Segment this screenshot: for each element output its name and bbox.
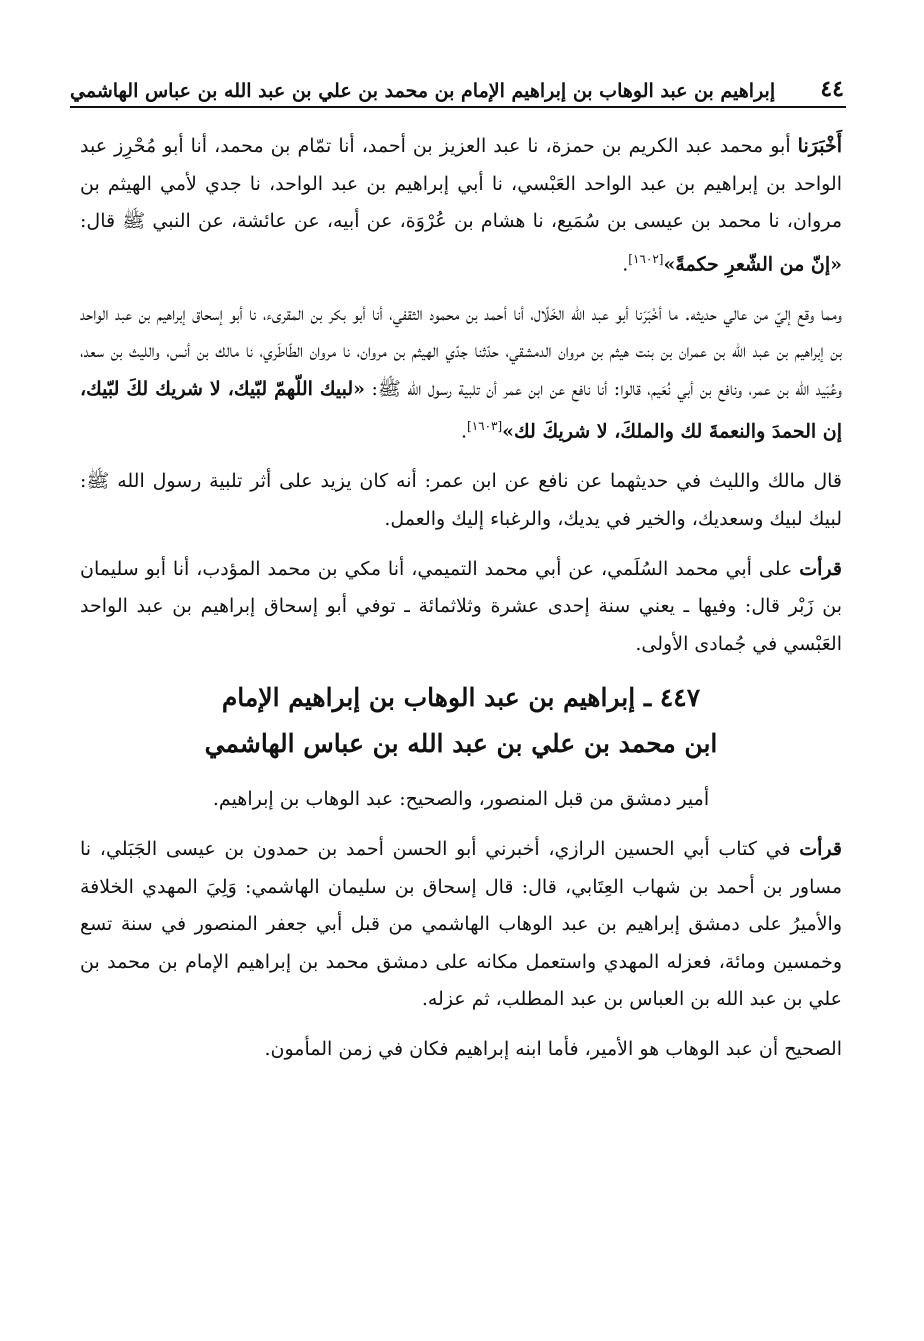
header-rule — [70, 106, 846, 108]
paragraph-3 — [80, 463, 842, 538]
paragraph-5 — [80, 781, 842, 819]
paragraph-7 — [80, 1031, 842, 1069]
hadith-quote: «لبيك اللّهمّ لبّيك، لا شريك لكَ لبّيك، إن الحمدَ والنعمةَ لك والملكَ، لا شريكَ لك» — [80, 377, 842, 443]
paragraph-text: أبو محمد عبد الكريم بن حمزة، نا عبد العزيز بن أحمد، أنا تمّام بن محمد، أنا أبو مُحْرِز عبد الواحد بن إبراهيم بن عبد الواحد العَبْسي، نا أبي إبراهيم بن عبد الواحد، نا جدي لأمي الهيثم بن مروان، نا محمد بن عيسى بن سُمَيع، نا هشام بن عُرْوَة، عن أبيه، عن عائشة، عن النبي ﷺ قال: — [80, 135, 842, 233]
biography-heading-line-2: ابن محمد بن علي بن عبد الله بن عباس الهاشمي — [204, 729, 718, 759]
paragraph-4 — [80, 551, 842, 664]
paragraph-text: قال مالك والليث في حديثهما عن نافع عن ابن عمر: أنه كان يزيد على أثر تلبية رسول الله ﷺ: لبيك لبيك وسعديك، والخير في يديك، والرغباء إليك والعمل. — [80, 470, 842, 530]
running-title: إبراهيم بن عبد الوهاب بن إبراهيم الإمام بن محمد بن علي بن عبد الله بن عباس الهاشمي — [70, 80, 776, 102]
hadith-number: [١٦٠٣] — [467, 419, 503, 434]
paragraph-end: . — [622, 253, 629, 276]
paragraph-text: على أبي محمد السُلَمي، عن أبي محمد التميمي، أنا مكي بن محمد المؤدب، أنا أبو سليمان بن زَبْر قال: وفيها ـ يعني سنة إحدى عشرة وثلاثمائة ـ توفي أبو إسحاق إبراهيم بن عبد الواحد العَبْسي في جُمادى الأولى. — [80, 557, 842, 655]
paragraph-1 — [80, 128, 842, 284]
running-header — [70, 62, 844, 102]
paragraph-end: . — [460, 420, 468, 443]
page-body — [80, 128, 842, 1081]
paragraph-text: أمير دمشق من قبل المنصور، والصحيح: عبد الوهاب بن إبراهيم. — [212, 788, 710, 811]
page-number: ٤٤ — [820, 76, 844, 102]
paragraph-lead-word: قرأت — [799, 557, 842, 580]
paragraph-text: ومما وقع إليّ من عالي حديثه. ما أخْبَرَنا أبو عبد الله الخَلّال، أنا أحمد بن محمود الثقفي، أنا أبو بكر بن المقرىء، نا أبو إسحاق إبراهيم بن عبد الواحد بن إبراهيم بن عبد الله بن عمران بن بنت هيثم بن مروان الدمشقي، حدّثنا جدّي الهيثم بن مروان، نا مروان الطّاطَري، نا مالك بن أنس، والليث بن سعد، وعُبَيد الله بن عمر، ونافع بن أبي نُعَيم، قالوا: أنا نافع عن ابن عمر أن تلبية رسول الله ﷺ: — [80, 302, 842, 400]
hadith-number: [١٦٠٢] — [628, 251, 664, 266]
paragraph-2 — [80, 296, 842, 452]
paragraph-6 — [80, 831, 842, 1019]
biography-heading — [80, 675, 842, 767]
paragraph-lead-word: أَخْبَرَنا — [797, 135, 842, 157]
biography-heading-line-1: ٤٤٧ ـ إبراهيم بن عبد الوهاب بن إبراهيم الإمام — [221, 683, 701, 713]
hadith-quote: «إنّ من الشّعرِ حكمةً» — [663, 253, 842, 276]
paragraph-text: الصحيح أن عبد الوهاب هو الأمير، فأما ابنه إبراهيم فكان في زمن المأمون. — [264, 1037, 842, 1060]
paragraph-lead-word: قرأت — [799, 837, 842, 860]
paragraph-text: في كتاب أبي الحسين الرازي، أخبرني أبو الحسن أحمد بن حمدون بن عيسى الجَبَلي، نا مساور بن أحمد بن شهاب العِتَابي، قال: قال إسحاق بن سليمان الهاشمي: وَلِيَ المهدي الخلافة والأميرُ على دمشق إبراهيم بن عبد الوهاب الهاشمي من قبل أبي جعفر المنصور في سنة تسع وخمسين ومائة، فعزله المهدي واستعمل مكانه على دمشق محمد بن إبراهيم الإمام بن محمد بن علي بن عبد الله بن العباس بن عبد المطلب، ثم عزله. — [80, 837, 842, 1011]
